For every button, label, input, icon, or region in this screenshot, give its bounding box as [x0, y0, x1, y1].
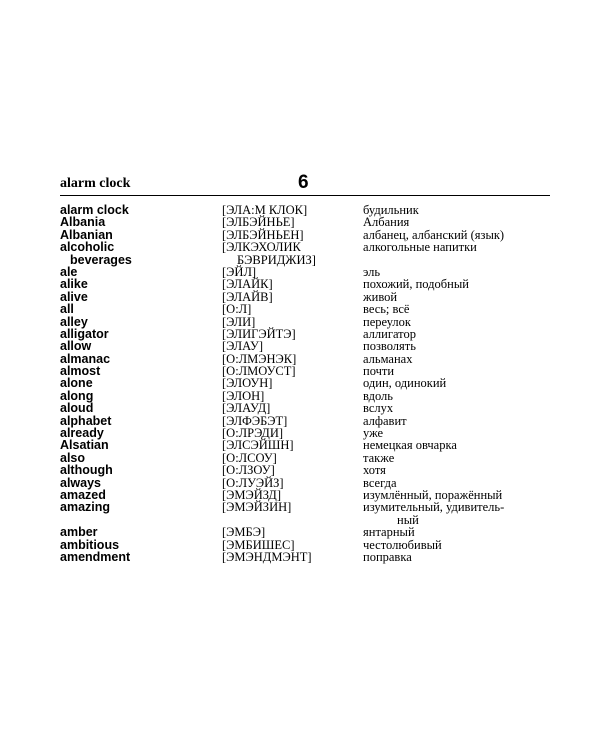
entry-headword: all	[60, 302, 74, 317]
entry-headword: ambitious	[60, 537, 120, 552]
dictionary-entry	[60, 501, 550, 526]
entry-row	[60, 365, 550, 377]
entry-pronunciation: [О:ЛРЭДИ]	[222, 426, 284, 441]
entry-translation: изумлённый, поражённый	[363, 487, 503, 502]
entry-translation: также	[363, 450, 395, 465]
entry-row	[60, 439, 550, 451]
dictionary-entry	[60, 204, 550, 216]
entry-headword: amazing	[60, 500, 111, 515]
entry-pronunciation: [ЭЛБЭЙНЬЕН]	[222, 227, 304, 242]
dictionary-entry	[60, 427, 550, 439]
entry-pronunciation: [ЭМЭЙЗД]	[222, 487, 281, 502]
entry-row	[60, 204, 550, 216]
entry-pronunciation: [ЭМЭНДМЭНТ]	[222, 549, 312, 564]
entry-row	[60, 278, 550, 290]
dictionary-entry	[60, 377, 550, 389]
entry-pronunciation: [ЭЛБЭЙНЬЕ]	[222, 215, 295, 230]
dictionary-entry	[60, 402, 550, 414]
entry-pronunciation: [ЭЛКЭХОЛИК	[222, 240, 301, 255]
entry-translation: позволять	[363, 339, 416, 354]
entry-translation: вслух	[363, 401, 394, 416]
entry-headword: ale	[60, 264, 78, 279]
page-number: 6	[298, 172, 309, 193]
entry-row	[60, 328, 550, 340]
dictionary-entry	[60, 365, 550, 377]
entry-row	[60, 452, 550, 464]
dictionary-entry	[60, 390, 550, 402]
entry-translation: живой	[363, 289, 398, 304]
entry-headword: although	[60, 463, 113, 478]
entry-pronunciation: [ЭЛИ]	[222, 314, 256, 329]
entry-headword: also	[60, 450, 86, 465]
entry-translation: переулок	[363, 314, 411, 329]
entry-translation: албанец, албанский (язык)	[363, 227, 505, 242]
entry-row	[60, 551, 550, 563]
dictionary-entry	[60, 340, 550, 352]
entry-pronunciation: [О:ЛМОУСТ]	[222, 364, 296, 379]
entry-pronunciation: [ЭЛОУН]	[222, 376, 273, 391]
dictionary-entry	[60, 241, 550, 266]
entry-row	[60, 390, 550, 402]
entry-row	[60, 316, 550, 328]
entry-headword: alphabet	[60, 413, 112, 428]
dictionary-entry	[60, 415, 550, 427]
entry-row	[60, 303, 550, 315]
entry-headword: allow	[60, 339, 92, 354]
entry-headword: alive	[60, 289, 88, 304]
entry-headword: alcoholic	[60, 240, 115, 255]
entry-pronunciation: [О:ЛСОУ]	[222, 450, 277, 465]
entry-translation: алфавит	[363, 413, 407, 428]
dictionary-entry	[60, 551, 550, 563]
entry-pronunciation: [ЭЛА:М КЛОК]	[222, 203, 308, 217]
entry-pronunciation: [ЭЛИГЭЙТЭ]	[222, 326, 296, 341]
dictionary-entry	[60, 291, 550, 303]
entry-translation: аллигатор	[363, 326, 416, 341]
entry-pronunciation: [ЭЛАЙВ]	[222, 289, 273, 304]
entry-pronunciation: [ЭМБИШЕС]	[222, 537, 295, 552]
entry-headword: always	[60, 475, 102, 490]
entry-headword-continuation: beverages	[70, 252, 132, 267]
entry-headword: Albanian	[60, 227, 113, 242]
entry-translation: будильник	[363, 203, 419, 217]
entry-translation: изумительный, удивитель-	[363, 500, 505, 515]
entry-pronunciation-continuation: БЭВРИДЖИЗ]	[237, 252, 316, 267]
entry-pronunciation: [ЭЛАЙК]	[222, 277, 273, 292]
dictionary-entry	[60, 316, 550, 328]
entry-row	[60, 464, 550, 476]
entry-translation: почти	[363, 364, 395, 379]
entry-translation: всегда	[363, 475, 397, 490]
entry-row	[60, 427, 550, 439]
entry-pronunciation: [О:ЛУЭЙЗ]	[222, 475, 284, 490]
entry-translation: поправка	[363, 549, 412, 564]
entry-headword: alike	[60, 277, 88, 292]
entry-translation: алкогольные напитки	[363, 240, 477, 255]
entry-headword: Albania	[60, 215, 106, 230]
entry-headword: alone	[60, 376, 93, 391]
entry-headword: amendment	[60, 549, 131, 564]
entry-translation: эль	[363, 264, 381, 279]
entry-translation: хотя	[363, 463, 386, 478]
entry-row	[60, 353, 550, 365]
entry-headword: amber	[60, 525, 98, 540]
dictionary-entry	[60, 303, 550, 315]
entry-pronunciation: [ЭЛСЭЙШН]	[222, 438, 294, 453]
entry-row	[60, 266, 550, 278]
entry-pronunciation: [ЭМЭЙЗИН]	[222, 500, 292, 515]
entry-translation: Албания	[363, 215, 410, 230]
dictionary-entries	[60, 204, 550, 563]
dictionary-entry	[60, 526, 550, 538]
dictionary-entry	[60, 278, 550, 290]
entry-headword: alligator	[60, 326, 109, 341]
entry-translation: похожий, подобный	[363, 277, 469, 292]
entry-row	[60, 402, 550, 414]
entry-headword: alley	[60, 314, 88, 329]
entry-translation: один, одинокий	[363, 376, 447, 391]
entry-row	[60, 291, 550, 303]
entry-continuation-row	[60, 254, 550, 266]
entry-headword: aloud	[60, 401, 94, 416]
entry-pronunciation: [О:ЛМЭНЭК]	[222, 351, 297, 366]
entry-translation: немецкая овчарка	[363, 438, 457, 453]
entry-headword: along	[60, 388, 94, 403]
dictionary-entry	[60, 464, 550, 476]
entry-row	[60, 526, 550, 538]
dictionary-entry	[60, 266, 550, 278]
entry-translation: альманах	[363, 351, 413, 366]
entry-translation: янтарный	[363, 525, 415, 540]
entry-row	[60, 501, 550, 513]
entry-pronunciation: [О:ЛЗОУ]	[222, 463, 275, 478]
entry-row	[60, 377, 550, 389]
entry-pronunciation: [ЭЛОН]	[222, 388, 265, 403]
running-header	[60, 174, 550, 196]
entry-pronunciation: [ЭЛАУ]	[222, 339, 264, 354]
entry-pronunciation: [ЭМБЭ]	[222, 525, 266, 540]
entry-translation: вдоль	[363, 388, 393, 403]
dictionary-entry	[60, 439, 550, 451]
entry-pronunciation: [ЭЙЛ]	[222, 264, 257, 279]
dictionary-entry	[60, 353, 550, 365]
entry-headword: amazed	[60, 487, 106, 502]
header-rule	[60, 195, 550, 196]
entry-headword: Alsatian	[60, 438, 109, 453]
entry-translation-continuation: ный	[397, 512, 419, 527]
header-guide-word: alarm clock	[60, 176, 131, 191]
entry-headword: already	[60, 426, 104, 441]
entry-pronunciation: [ЭЛФЭБЭТ]	[222, 413, 288, 428]
entry-translation: честолюбивый	[363, 537, 442, 552]
entry-headword: almanac	[60, 351, 111, 366]
entry-pronunciation: [О:Л]	[222, 302, 252, 317]
entry-row	[60, 415, 550, 427]
entry-headword: almost	[60, 364, 101, 379]
entry-translation: уже	[363, 426, 384, 441]
entry-translation: весь; всё	[363, 302, 410, 317]
entry-pronunciation: [ЭЛАУД]	[222, 401, 271, 416]
dictionary-entry	[60, 452, 550, 464]
dictionary-entry	[60, 328, 550, 340]
entry-headword: alarm clock	[60, 203, 129, 217]
entry-continuation-row	[60, 514, 550, 526]
entry-row	[60, 340, 550, 352]
